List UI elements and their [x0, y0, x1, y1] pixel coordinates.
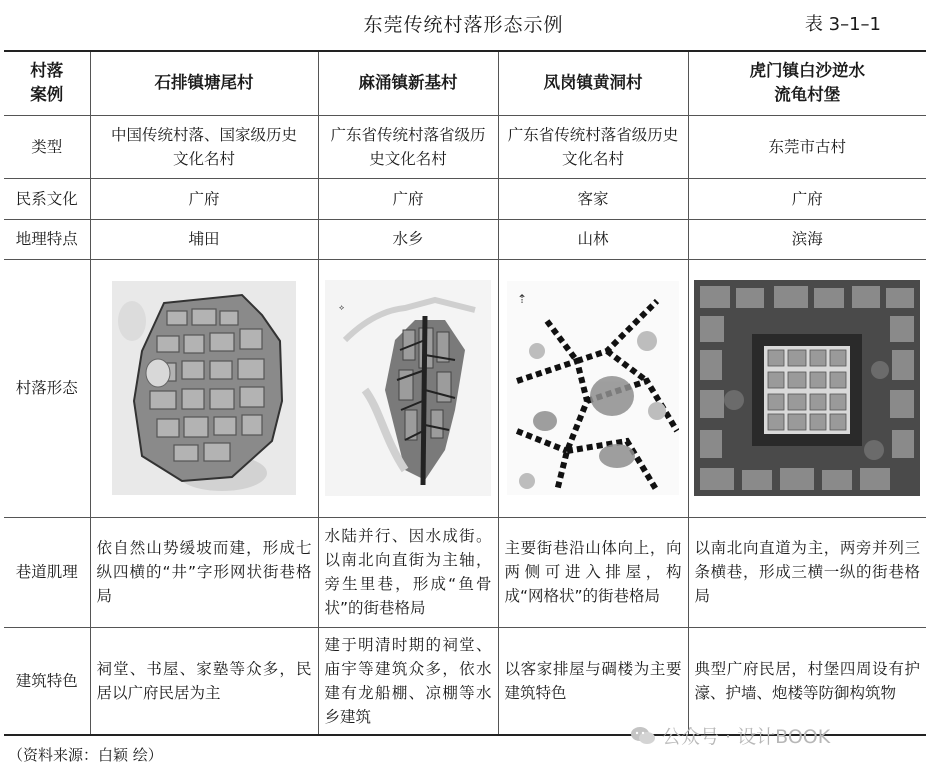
cell: 埔田: [90, 219, 318, 259]
type-row: [4, 115, 926, 178]
svg-text:⇡: ⇡: [517, 292, 528, 306]
row-label-header: 村落案例: [4, 51, 90, 115]
arch-row: [4, 627, 926, 735]
col-header-3: 凤岗镇黄洞村: [498, 51, 688, 115]
cell: 建于明清时期的祠堂、庙宇等建筑众多，依水建有龙船棚、凉棚等水乡建筑: [318, 627, 498, 735]
watermark-text: 公众号 · 设计BOOK: [662, 726, 831, 748]
table-title: 东莞传统村落形态示例: [363, 14, 564, 36]
village-plan-image-3: [498, 259, 688, 517]
table-number: 表 3–1–1: [804, 14, 881, 35]
cell: 祠堂、书屋、家塾等众多，民居以广府民居为主: [90, 627, 318, 735]
cell: 中国传统村落、国家级历史文化名村: [90, 115, 318, 178]
cell: 客家: [498, 178, 688, 219]
cell: 依自然山势缓坡而建，形成七纵四横的“井”字形网状街巷格局: [90, 517, 318, 627]
cell: 广东省传统村落省级历史文化名村: [318, 115, 498, 178]
lanes-row: [4, 517, 926, 627]
village-aerial-photo-4: [688, 259, 926, 517]
col-header-4: 虎门镇白沙逆水流龟村堡: [688, 51, 926, 115]
row-label: 巷道肌理: [4, 517, 90, 627]
cell: 广府: [688, 178, 926, 219]
cell: 主要街巷沿山体向上，向两侧可进入排屋，构成“网格状”的街巷格局: [498, 517, 688, 627]
culture-row: [4, 178, 926, 219]
cell: 滨海: [688, 219, 926, 259]
village-plan-image-1: [90, 259, 318, 517]
cell: 广府: [90, 178, 318, 219]
form-row: [4, 259, 926, 517]
cell: 典型广府民居，村堡四周设有护濠、护墙、炮楼等防御构筑物: [688, 627, 926, 735]
watermark: [630, 722, 830, 749]
cell: 山林: [498, 219, 688, 259]
row-label: 民系文化: [4, 178, 90, 219]
cell: 广府: [318, 178, 498, 219]
row-label: 村落形态: [4, 259, 90, 517]
cell: 广东省传统村落省级历史文化名村: [498, 115, 688, 178]
cell: 以客家排屋与碉楼为主要建筑特色: [498, 627, 688, 735]
row-label: 类型: [4, 115, 90, 178]
header-row: [4, 51, 926, 115]
geo-row: [4, 219, 926, 259]
village-table: [4, 50, 926, 736]
cell: 水乡: [318, 219, 498, 259]
row-label: 地理特点: [4, 219, 90, 259]
village-plan-image-2: [318, 259, 498, 517]
col-header-1: 石排镇塘尾村: [90, 51, 318, 115]
row-label: 建筑特色: [4, 627, 90, 735]
cell: 以南北向直道为主，两旁并列三条横巷，形成三横一纵的街巷格局: [688, 517, 926, 627]
source-note: （资料来源：白颖 绘）: [8, 746, 163, 764]
cell: 东莞市古村: [688, 115, 926, 178]
cell: 水陆并行、因水成街。以南北向直街为主轴，旁生里巷，形成“鱼骨状”的街巷格局: [318, 517, 498, 627]
svg-text:⟡: ⟡: [339, 303, 345, 312]
col-header-2: 麻涌镇新基村: [318, 51, 498, 115]
wechat-icon: [630, 726, 656, 746]
